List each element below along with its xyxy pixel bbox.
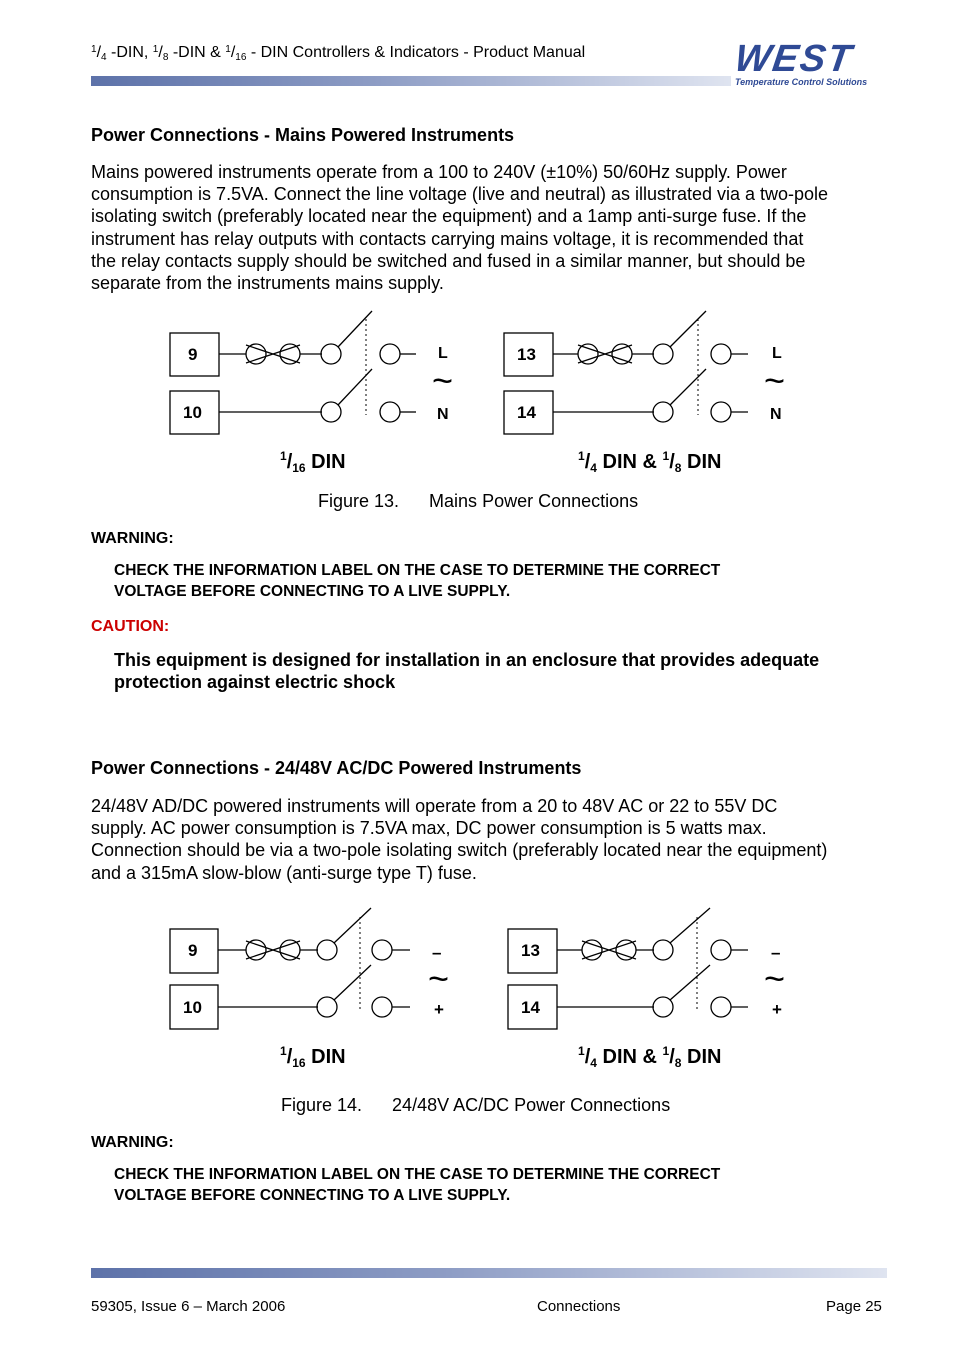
para-line: and a 315mA slow-blow (anti-surge type T) fuse. xyxy=(91,862,477,883)
warning-line: CHECK THE INFORMATION LABEL ON THE CASE TO DETERMINE THE CORRECT xyxy=(114,562,721,579)
para-line: 24/48V AD/DC powered instruments will operate from a 20 to 48V AC or 22 to 55V DC xyxy=(91,796,778,816)
caution-body xyxy=(114,649,894,693)
terminal-9-label: 9 xyxy=(188,345,198,364)
terminal-13-label: 13 xyxy=(521,941,540,960)
caption-text: 24/48V AC/DC Power Connections xyxy=(392,1095,671,1115)
din-text: DIN xyxy=(305,451,346,473)
para-line: Mains powered instruments operate from a 100 to 240V (±10%) 50/60Hz supply. Power xyxy=(91,162,787,182)
ac-tilde-symbol: ~ xyxy=(764,360,786,401)
frac-den: 4 xyxy=(590,461,597,475)
mains-diagram xyxy=(160,305,800,485)
title-text: -DIN & xyxy=(168,44,226,61)
din-label-1-4-1-8: $^1/_4$ DIN & $^1/_8$ DIN xyxy=(578,1044,722,1070)
header-title: $^1/_4$ -DIN, $^1/_8$ -DIN & $^1/_{16}$ - DIN Controllers & Indicators - Product Manual xyxy=(91,44,586,63)
din-text: DIN xyxy=(305,1046,346,1068)
frac-den: 16 xyxy=(235,52,247,63)
negative-label: – xyxy=(432,943,442,962)
para-line: Connection should be via a two-pole isolating switch (preferably located near the equipment) xyxy=(91,840,828,861)
din-text: DIN & xyxy=(596,451,663,473)
footer-bar xyxy=(91,1268,887,1278)
caution-line: This equipment is designed for installation in an enclosure that provides adequate xyxy=(114,650,820,670)
para-line: supply. AC power consumption is 7.5VA max, DC power consumption is 5 watts max. xyxy=(91,818,767,839)
para-line: isolating switch (preferably located near the equipment) and a 1amp anti-surge fuse. If the xyxy=(91,206,807,227)
logo-wordmark: WEST xyxy=(732,38,856,80)
terminal-14-label: 14 xyxy=(517,403,536,422)
frac-den: 4 xyxy=(590,1056,597,1070)
caption-number: Figure 14. xyxy=(281,1095,363,1115)
terminal-9-label: 9 xyxy=(188,941,198,960)
para-line: consumption is 7.5VA. Connect the line voltage (live and neutral) as illustrated via a two-pole xyxy=(91,184,829,205)
frac-num: 1 xyxy=(662,449,670,463)
title-text: -DIN, xyxy=(106,44,153,61)
frac-num: 1 xyxy=(578,449,585,463)
logo-tagline: Temperature Control Solutions xyxy=(735,77,868,87)
ac-tilde-symbol: ~ xyxy=(432,360,454,401)
fuse-contact xyxy=(246,344,266,364)
din-label-1-4-1-8: $^1/_4$ DIN & $^1/_8$ DIN xyxy=(578,449,722,475)
dc-paragraph xyxy=(91,795,891,884)
figure-13-caption xyxy=(318,491,638,512)
neutral-label: N xyxy=(437,406,449,423)
frac-num: 1 xyxy=(578,1044,585,1058)
para-line: the relay contacts supply should be switched and fused in a similar manner, but should be xyxy=(91,250,806,271)
footer-page-number: Page 25 xyxy=(826,1298,882,1315)
live-label: L xyxy=(772,345,782,362)
caption-text: Mains Power Connections xyxy=(429,491,639,511)
footer-doc-id: 59305, Issue 6 – March 2006 xyxy=(91,1298,286,1315)
din-text: DIN xyxy=(681,1046,722,1068)
warning-line: VOLTAGE BEFORE CONNECTING TO A LIVE SUPPLY. xyxy=(114,1187,511,1204)
warning-body xyxy=(114,560,874,602)
warning-title: WARNING: xyxy=(91,1134,174,1151)
frac-den: 8 xyxy=(674,461,682,475)
dc-heading: Power Connections - 24/48V AC/DC Powered Instruments xyxy=(91,758,582,778)
frac-num: 1 xyxy=(280,449,287,463)
caption-number: Figure 13. xyxy=(318,491,400,511)
mains-heading: Power Connections - Mains Powered Instruments xyxy=(91,125,515,145)
para-line: instrument has relay outputs with contacts carrying mains voltage, it is recommended that xyxy=(91,228,804,249)
din-label-1-16: $^1/_{16}$ DIN xyxy=(280,1044,346,1070)
warning-line: VOLTAGE BEFORE CONNECTING TO A LIVE SUPPLY. xyxy=(114,583,511,600)
frac-den: 4 xyxy=(101,52,107,63)
dc-diagram xyxy=(160,903,800,1083)
frac-num: 1 xyxy=(152,44,159,55)
ac-tilde-symbol: ~ xyxy=(764,958,786,999)
terminal-10-label: 10 xyxy=(183,998,202,1017)
live-label: L xyxy=(438,345,448,362)
din-label-1-16: $^1/_{16}$ DIN xyxy=(280,449,346,475)
mains-paragraph xyxy=(91,161,891,294)
caution-title: CAUTION: xyxy=(91,618,170,635)
neutral-label: N xyxy=(770,406,782,423)
figure-14-caption xyxy=(281,1095,670,1116)
positive-label: + xyxy=(772,1000,782,1019)
frac-num: 1 xyxy=(280,1044,287,1058)
terminal-14-label: 14 xyxy=(521,998,540,1017)
title-text: - DIN Controllers & Indicators - Product Manual xyxy=(246,44,586,61)
terminal-10-label: 10 xyxy=(183,403,202,422)
frac-num: 1 xyxy=(662,1044,670,1058)
fuse-contact xyxy=(280,344,300,364)
footer-section: Connections xyxy=(537,1298,621,1315)
ac-tilde-symbol: ~ xyxy=(428,958,450,999)
warning-title: WARNING: xyxy=(91,530,174,547)
caution-line: protection against electric shock xyxy=(114,672,396,692)
frac-den: 16 xyxy=(292,1056,306,1070)
frac-den: 16 xyxy=(292,461,306,475)
terminal-13-label: 13 xyxy=(517,345,536,364)
frac-num: 1 xyxy=(91,44,97,55)
positive-label: + xyxy=(434,1000,444,1019)
frac-den: 8 xyxy=(674,1056,682,1070)
din-text: DIN & xyxy=(596,1046,663,1068)
frac-num: 1 xyxy=(225,44,231,55)
header-bar xyxy=(91,76,731,86)
warning-line: CHECK THE INFORMATION LABEL ON THE CASE TO DETERMINE THE CORRECT xyxy=(114,1166,721,1183)
para-line: separate from the instruments mains supply. xyxy=(91,273,444,294)
frac-den: 8 xyxy=(162,52,169,63)
din-text: DIN xyxy=(681,451,722,473)
warning-body xyxy=(114,1164,874,1206)
west-logo xyxy=(732,38,887,87)
negative-label: – xyxy=(771,943,781,962)
